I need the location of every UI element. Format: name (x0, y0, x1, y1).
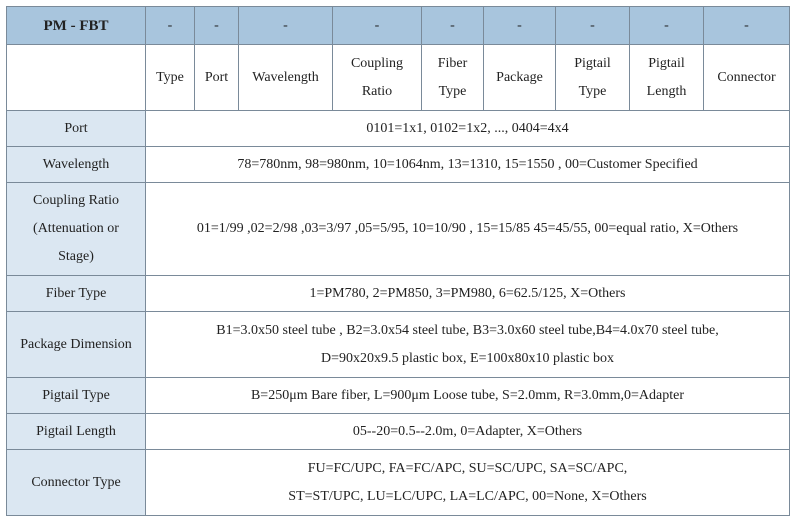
row-value: FU=FC/UPC, FA=FC/APC, SU=SC/UPC, SA=SC/APC, ST=ST/UPC, LU=LC/UPC, LA=LC/APC, 00=None, X=Others (146, 450, 790, 516)
code-placeholder: - (556, 7, 630, 45)
code-placeholder: - (630, 7, 704, 45)
row-label: Fiber Type (7, 276, 146, 312)
column-header: Wavelength (239, 45, 333, 111)
row-value: 05--20=0.5--2.0m, 0=Adapter, X=Others (146, 414, 790, 450)
column-header: Coupling Ratio (333, 45, 422, 111)
row-label: Connector Type (7, 450, 146, 516)
column-header: Port (195, 45, 239, 111)
row-value: B1=3.0x50 steel tube , B2=3.0x54 steel tube, B3=3.0x60 steel tube,B4=4.0x70 steel tube, D=90x20x9.5 plastic box, E=100x80x10 plastic box (146, 312, 790, 378)
table-row (7, 111, 790, 147)
table-row (7, 378, 790, 414)
table-row (7, 276, 790, 312)
product-code-table (6, 6, 790, 516)
code-placeholder: - (146, 7, 195, 45)
column-header: Type (146, 45, 195, 111)
blank-corner-cell (7, 45, 146, 111)
table-row (7, 450, 790, 516)
column-header: Pigtail Type (556, 45, 630, 111)
code-placeholder: - (422, 7, 484, 45)
table-row (7, 147, 790, 183)
column-header: Fiber Type (422, 45, 484, 111)
row-value: 1=PM780, 2=PM850, 3=PM980, 6=62.5/125, X=Others (146, 276, 790, 312)
column-header: Pigtail Length (630, 45, 704, 111)
row-label: Coupling Ratio (Attenuation or Stage) (7, 183, 146, 276)
row-label: Pigtail Type (7, 378, 146, 414)
table-row (7, 414, 790, 450)
row-value: 01=1/99 ,02=2/98 ,03=3/97 ,05=5/95, 10=10/90 , 15=15/85 45=45/55, 00=equal ratio, X=Others (146, 183, 790, 276)
row-value: 78=780nm, 98=980nm, 10=1064nm, 13=1310, 15=1550 , 00=Customer Specified (146, 147, 790, 183)
row-label: Wavelength (7, 147, 146, 183)
code-placeholder: - (704, 7, 790, 45)
column-header: Connector (704, 45, 790, 111)
table-row (7, 312, 790, 378)
row-value: B=250μm Bare fiber, L=900μm Loose tube, S=2.0mm, R=3.0mm,0=Adapter (146, 378, 790, 414)
code-placeholder: - (239, 7, 333, 45)
column-header: Package (484, 45, 556, 111)
code-placeholder: - (333, 7, 422, 45)
row-label: Pigtail Length (7, 414, 146, 450)
row-label: Package Dimension (7, 312, 146, 378)
row-label: Port (7, 111, 146, 147)
column-header-row (7, 45, 790, 111)
table-title: PM - FBT (7, 7, 146, 45)
code-placeholder: - (484, 7, 556, 45)
header-row (7, 7, 790, 45)
table-row (7, 183, 790, 276)
row-value: 0101=1x1, 0102=1x2, ..., 0404=4x4 (146, 111, 790, 147)
code-placeholder: - (195, 7, 239, 45)
